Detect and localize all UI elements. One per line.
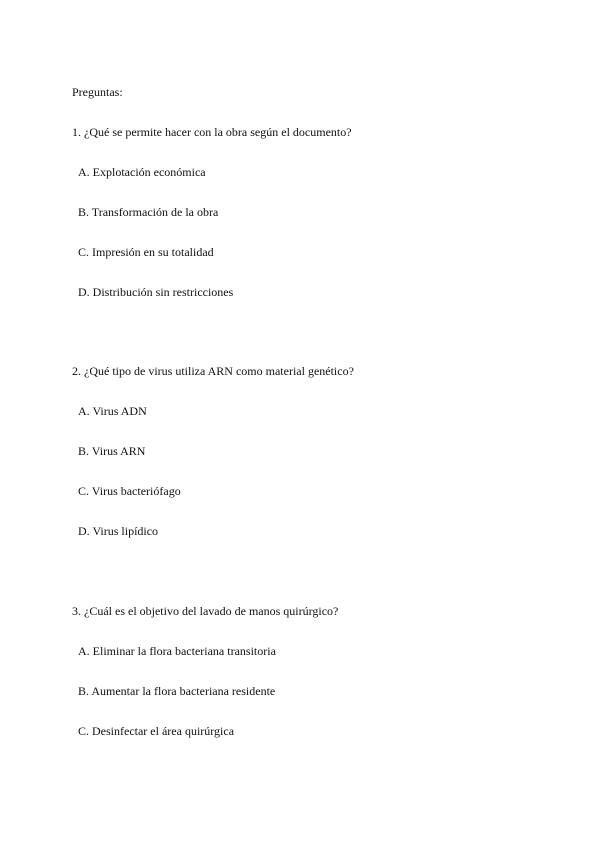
question-2-option-a: A. Virus ADN xyxy=(78,404,147,418)
question-1-option-b: B. Transformación de la obra xyxy=(78,205,219,219)
question-2-option-c: C. Virus bacteriófago xyxy=(78,484,181,498)
question-1: 1. ¿Qué se permite hacer con la obra según el documento? xyxy=(72,125,352,139)
question-3: 3. ¿Cuál es el objetivo del lavado de manos quirúrgico? xyxy=(72,604,339,618)
question-3-option-c: C. Desinfectar el área quirúrgica xyxy=(78,724,235,738)
question-3-option-a: A. Eliminar la flora bacteriana transitoria xyxy=(78,644,276,658)
question-2: 2. ¿Qué tipo de virus utiliza ARN como material genético? xyxy=(72,364,354,378)
question-1-option-d: D. Distribución sin restricciones xyxy=(78,285,234,299)
question-2-option-d: D. Virus lipídico xyxy=(78,524,159,538)
question-2-option-b: B. Virus ARN xyxy=(78,444,146,458)
question-3-option-b: B. Aumentar la flora bacteriana residente xyxy=(78,684,276,698)
question-1-option-a: A. Explotación económica xyxy=(78,165,206,179)
question-1-option-c: C. Impresión en su totalidad xyxy=(78,245,214,259)
page-heading: Preguntas: xyxy=(72,85,123,99)
